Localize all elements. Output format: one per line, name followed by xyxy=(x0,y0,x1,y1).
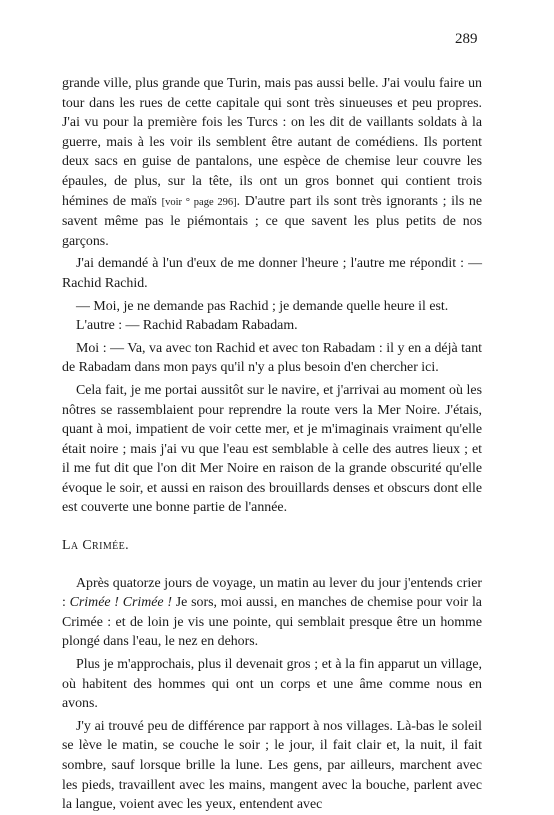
paragraph-5: Moi : — Va, va avec ton Rachid et avec ton Rabadam : il y en a déjà tant de Rabadam dans mon pays qu'il n'y a plus besoin d'en chercher ici. xyxy=(62,340,482,376)
paragraph-9: J'y ai trouvé peu de différence par rapport à nos villages. Là-bas le soleil se lève le matin, se couche le soir ; le jour, il fait clair et, la nuit, il fait sombre, sauf lorsque brille la lune. Les gens, par ailleurs, marchent avec les pieds, travaillent avec les mains, mangent avec la bouche, parlent avec la langue, voient avec les yeux, entendent avec xyxy=(62,718,482,813)
paragraph-6: Cela fait, je me portai aussitôt sur le navire, et j'arrivai au moment où les nôtres se rassemblaient pour reprendre la route vers la Mer Noire. J'étais, quant à moi, impatient de voir cette mer, et je m'imaginais vraiment qu'elle était noire ; mais j'ai vu que l'eau est semblable à celle des autres lieux ; et il me fut dit que l'on dit Mer Noire en raison de la grande obscurité qu'elle évoque le soir, et aussi en raison des brouillards denses et obscurs dont elle est couverte une bonne partie de l'année. xyxy=(62,382,482,516)
paragraph-3: — Moi, je ne demande pas Rachid ; je demande quelle heure il est. xyxy=(76,298,449,314)
section-heading: La Crimée. xyxy=(62,538,130,554)
body-text xyxy=(62,74,482,815)
paragraph-7-italic: Crimée ! Crimée ! xyxy=(69,595,172,611)
paragraph-8: Plus je m'approchais, plus il devenait gros ; et à la fin apparut un village, où habitent des hommes qui ont un corps et une âme comme nous en avons. xyxy=(62,657,482,712)
cross-reference-note: [voir ° page 296] xyxy=(161,196,237,208)
paragraph-1-tail: . D'autre part ils sont très ignorants ; ils ne savent même pas le piémontais ; ce que savent les plus petits de nos garçons. xyxy=(62,193,482,249)
paragraph-1-text: grande ville, plus grande que Turin, mais pas aussi belle. J'ai voulu faire un tour dans les rues de cette capitale qui sont très sinueuses et peu propres. J'ai vu pour la première fois les Turcs : on les dit de vaillants soldats à la guerre, mais à les voir ils semblent être autant de comédiens. Ils portent deux sacs en guise de pantalons, une espèce de chemise leur couvre les épaules, de plus, sur la tête, ils ont un gros bonnet qui contient trois hémines de maïs xyxy=(62,76,482,209)
paragraph-1 xyxy=(62,74,482,251)
paragraph-4: L'autre : — Rachid Rabadam Rabadam. xyxy=(76,318,298,334)
paragraph-7 xyxy=(62,574,482,652)
page-number: 289 xyxy=(455,31,478,47)
paragraph-2: J'ai demandé à l'un d'eux de me donner l'heure ; l'autre me répondit : — Rachid Rachid. xyxy=(62,256,482,291)
paragraph-7-text: Après quatorze jours de voyage, un matin au lever du jour j'entends crier : xyxy=(62,575,482,611)
paragraph-7-tail: Je sors, moi aussi, en manches de chemise pour voir la Crimée : et de loin je vis une pointe, qui semblait presque être un homme plongé dans l'eau, le nez en dehors. xyxy=(62,595,482,650)
